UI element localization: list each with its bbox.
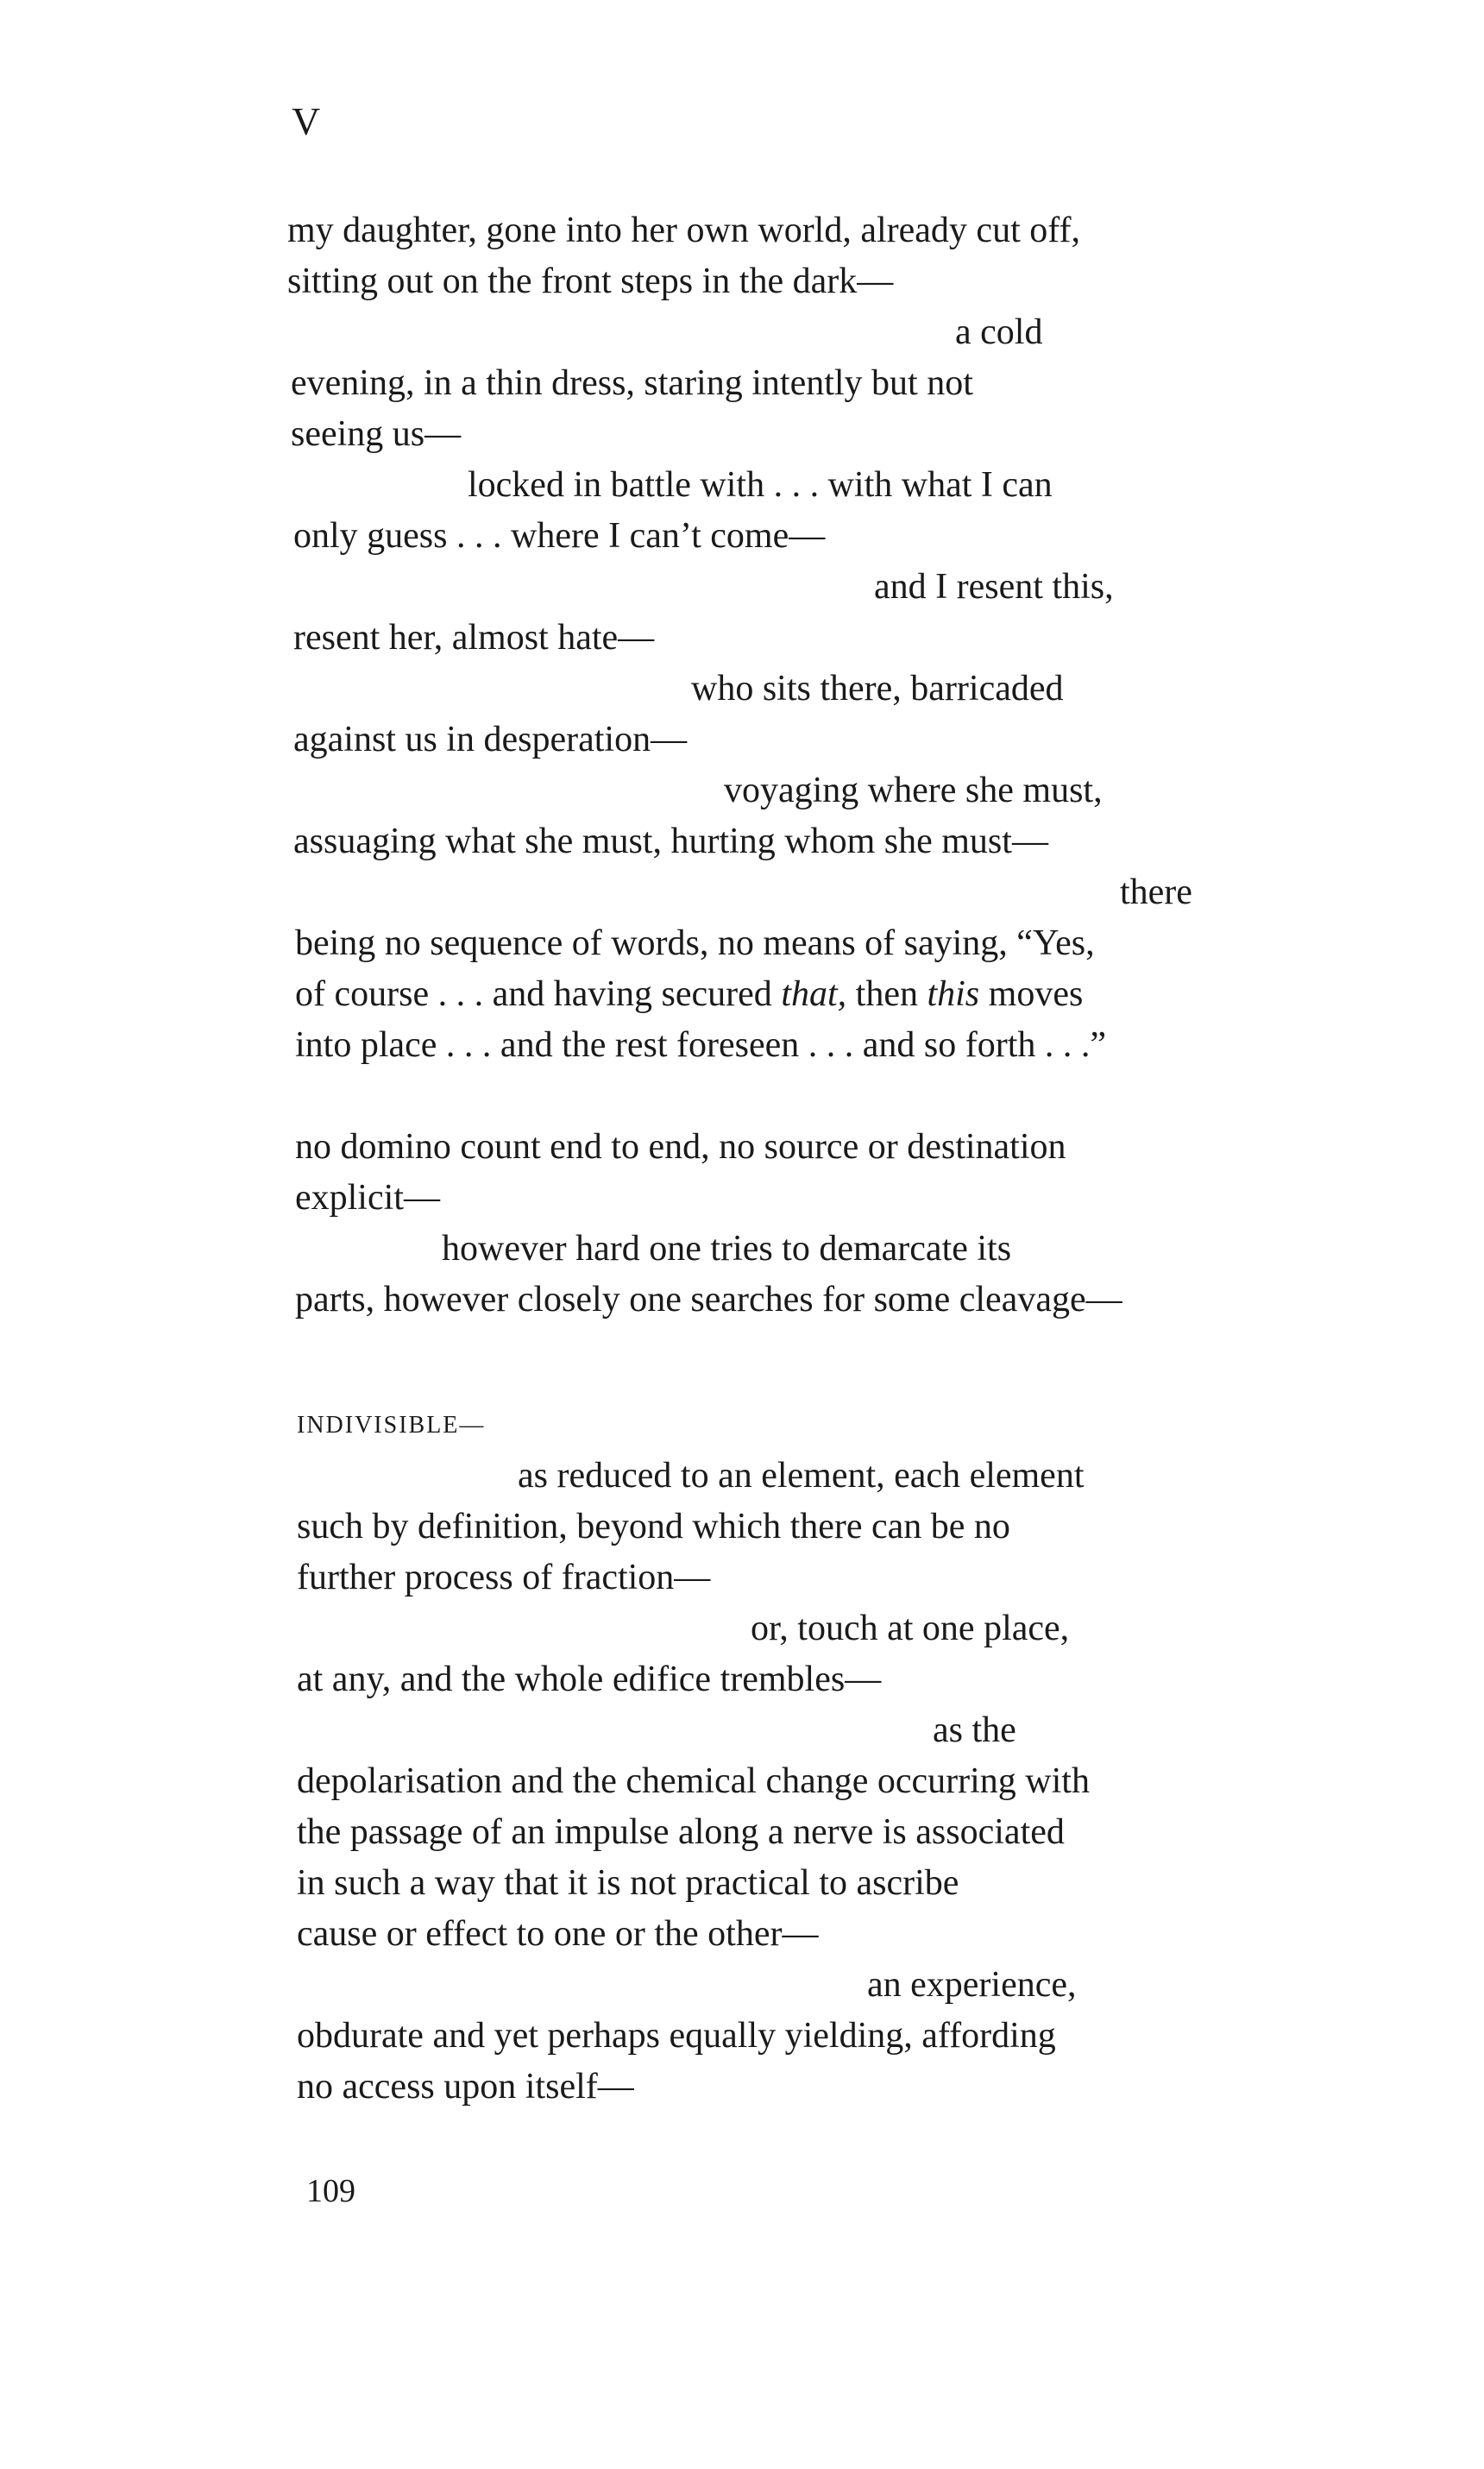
poem-line-text: voyaging where she must, bbox=[724, 771, 1103, 810]
poem-line bbox=[0, 715, 1484, 765]
poem-line-text: only guess . . . where I can’t come— bbox=[293, 516, 826, 556]
poem-line-text: further process of fraction— bbox=[297, 1558, 711, 1597]
poem-line-text: depolarisation and the chemical change occurring with bbox=[297, 1761, 1090, 1801]
poem-line bbox=[0, 1173, 1484, 1224]
poem-line-text: and I resent this, bbox=[874, 567, 1114, 607]
poem-line-text: a cold bbox=[955, 312, 1043, 352]
poem-line-text: however hard one tries to demarcate its bbox=[442, 1229, 1012, 1269]
poem-line bbox=[0, 511, 1484, 562]
poem-line-text: in such a way that it is not practical to ascribe bbox=[297, 1863, 959, 1903]
poem-line bbox=[0, 2011, 1484, 2062]
poem-line-text: the passage of an impulse along a nerve is associated bbox=[297, 1812, 1065, 1852]
poem-line bbox=[0, 664, 1484, 715]
line-segment: then bbox=[846, 974, 928, 1014]
poem-line bbox=[0, 1122, 1484, 1173]
line-segment: of course . . . and having secured bbox=[295, 974, 782, 1014]
poem-line bbox=[0, 1909, 1484, 1960]
poem-line bbox=[0, 765, 1484, 816]
poem-line bbox=[0, 1858, 1484, 1909]
poem-line-text: into place . . . and the rest foreseen . . . and so forth . . .” bbox=[295, 1025, 1107, 1065]
poem-line-text: INDIVISIBLE— bbox=[297, 1412, 486, 1439]
poem-line bbox=[0, 1502, 1484, 1553]
poem-line bbox=[0, 256, 1484, 307]
poem-line-text: parts, however closely one searches for some cleavage— bbox=[295, 1280, 1122, 1320]
poem-line-text: assuaging what she must, hurting whom she must— bbox=[293, 822, 1048, 861]
poem-line bbox=[0, 969, 1484, 1020]
poem-line-text: against us in desperation— bbox=[293, 720, 688, 759]
poem-line bbox=[0, 562, 1484, 613]
poem-line-text: my daughter, gone into her own world, already cut off, bbox=[287, 211, 1080, 250]
poem-line bbox=[0, 1705, 1484, 1756]
poem-line-text: no access upon itself— bbox=[297, 2067, 634, 2107]
page-number: 109 bbox=[306, 2173, 355, 2209]
section-numeral: V bbox=[292, 99, 321, 143]
poem-line-text: resent her, almost hate— bbox=[293, 618, 655, 658]
poem-line bbox=[0, 1807, 1484, 1858]
poem-line bbox=[0, 460, 1484, 511]
poem-line bbox=[0, 613, 1484, 664]
poem-line-text: as reduced to an element, each element bbox=[518, 1456, 1085, 1496]
poem-line bbox=[0, 1400, 1484, 1451]
poem-line-text: such by definition, beyond which there can be no bbox=[297, 1507, 1010, 1546]
poem-line bbox=[0, 1654, 1484, 1705]
poem-line bbox=[0, 1020, 1484, 1071]
poem-line-text bbox=[295, 969, 1083, 1020]
poem-line-text: seeing us— bbox=[291, 414, 462, 454]
poem-line-text: explicit— bbox=[295, 1178, 440, 1218]
poem-line-text: an experience, bbox=[867, 1965, 1077, 2005]
poem-line bbox=[0, 1451, 1484, 1502]
italic-word: that, bbox=[781, 974, 847, 1014]
poem-line bbox=[0, 1553, 1484, 1603]
poem-line bbox=[0, 1756, 1484, 1807]
poem-line-text: at any, and the whole edifice trembles— bbox=[297, 1660, 882, 1699]
poem-body bbox=[0, 205, 1484, 2113]
poem-line-text: who sits there, barricaded bbox=[691, 669, 1064, 709]
poem-line-text: evening, in a thin dress, staring intently but not bbox=[291, 363, 973, 403]
poem-line-text: sitting out on the front steps in the dark— bbox=[287, 261, 894, 301]
poem-line bbox=[0, 1275, 1484, 1326]
line-segment: moves bbox=[979, 974, 1084, 1014]
poem-line-text: there bbox=[1120, 872, 1192, 912]
poem-line-text: no domino count end to end, no source or destination bbox=[295, 1127, 1066, 1167]
poem-line bbox=[0, 2062, 1484, 2113]
poem-line bbox=[0, 1603, 1484, 1654]
poem-line-text: or, touch at one place, bbox=[751, 1609, 1070, 1648]
poem-line bbox=[0, 1224, 1484, 1275]
poem-line-text: cause or effect to one or the other— bbox=[297, 1914, 819, 1954]
poem-line bbox=[0, 1960, 1484, 2011]
poem-line bbox=[0, 867, 1484, 918]
poem-line bbox=[0, 307, 1484, 358]
poem-line bbox=[0, 918, 1484, 969]
poem-line bbox=[0, 358, 1484, 409]
poem-line-text: locked in battle with . . . with what I can bbox=[468, 465, 1053, 505]
poem-line bbox=[0, 816, 1484, 867]
poem-line-text: obdurate and yet perhaps equally yielding, affording bbox=[297, 2016, 1056, 2056]
poem-line-text: as the bbox=[933, 1710, 1016, 1750]
poem-line bbox=[0, 409, 1484, 460]
poem-line bbox=[0, 205, 1484, 256]
italic-word: this bbox=[927, 974, 980, 1014]
poem-line-text: being no sequence of words, no means of saying, “Yes, bbox=[295, 923, 1095, 963]
